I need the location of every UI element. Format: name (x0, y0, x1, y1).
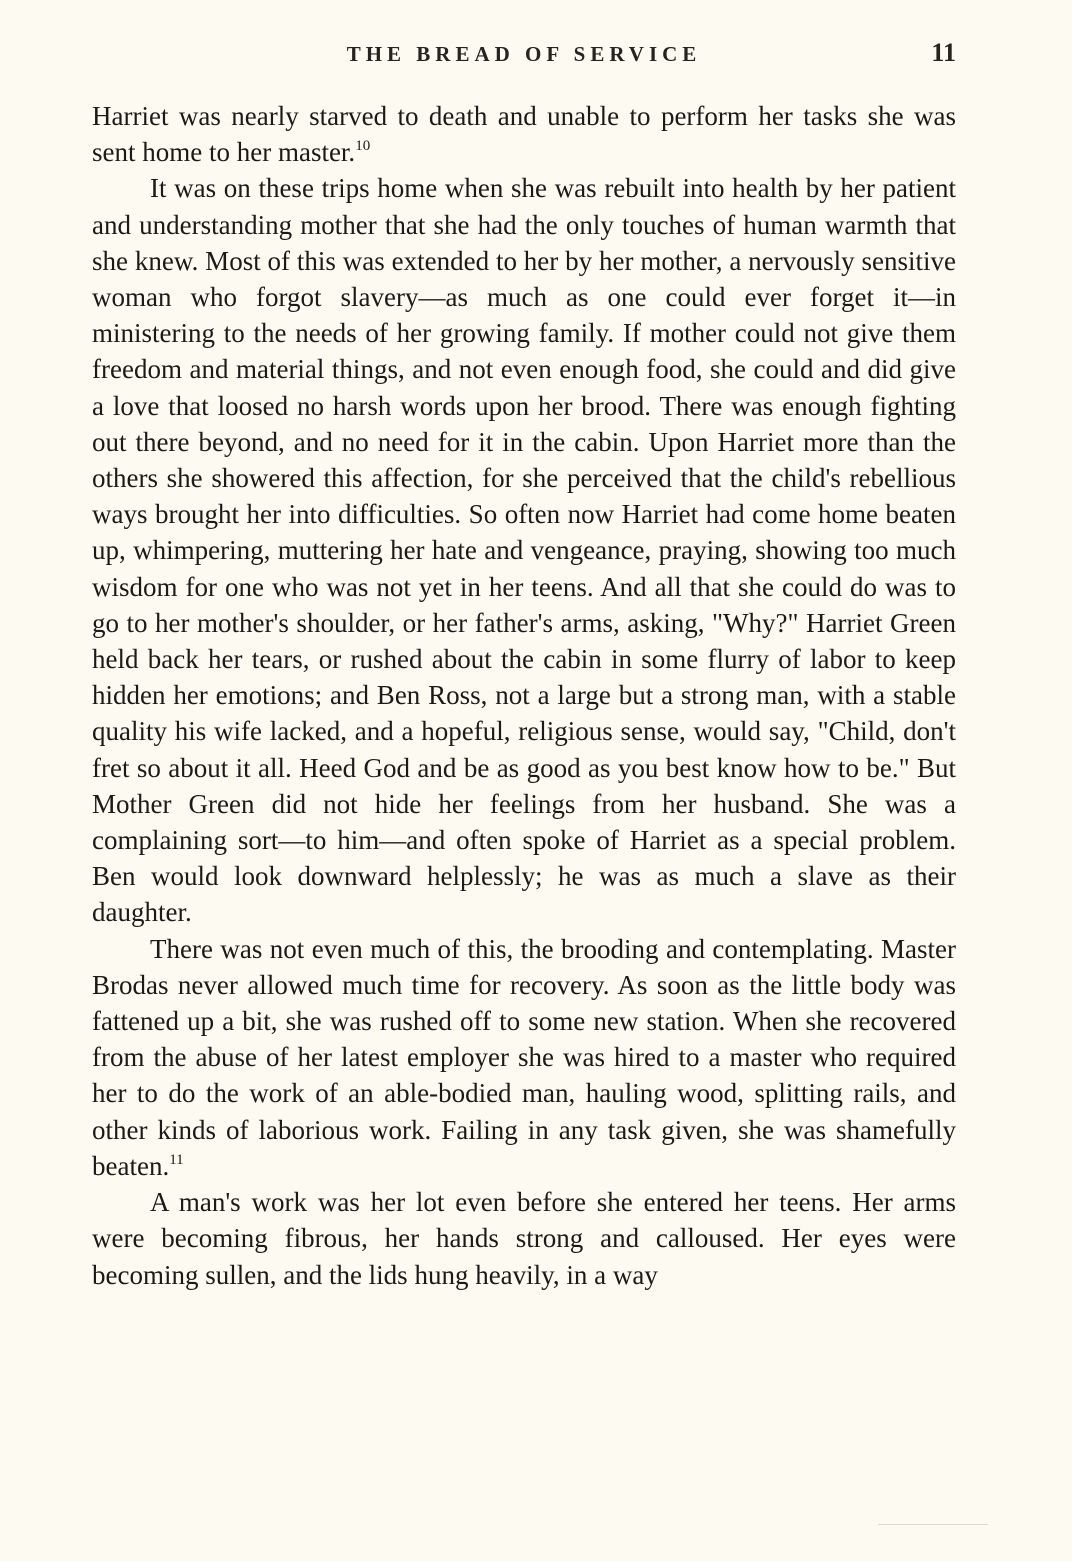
footnote-ref-11: 11 (169, 1151, 184, 1168)
paragraph-2: It was on these trips home when she was rebuilt into health by her patient and understanding mother that she had the only touches of human warmth that she knew. Most of this was extended to her by her mother, a nervously sensitive woman who forgot slavery—as much as one could ever forget it—in ministering to the needs of her growing family. If mother could not give them freedom and material things, and not even enough food, she could and did give a love that loosed no harsh words upon her brood. There was enough fighting out there beyond, and no need for it in the cabin. Upon Harriet more than the others she showered this affection, for she perceived that the child's rebellious ways brought her into difficulties. So often now Harriet had come home beaten up, whimpering, muttering her hate and vengeance, praying, showing too much wisdom for one who was not yet in her teens. And all that she could do was to go to her mother's shoulder, or her father's arms, asking, "Why?" Harriet Green held back her tears, or rushed about the cabin in some flurry of labor to keep hidden her emotions; and Ben Ross, not a large but a strong man, with a stable quality his wife lacked, and a hopeful, religious sense, would say, "Child, don't fret so about it all. Heed God and be as good as you best know how to be." But Mother Green did not hide her feelings from her husband. She was a complaining sort—to him—and often spoke of Harriet as a special problem. Ben would look downward helplessly; he was as much a slave as their daughter. (92, 173, 956, 928)
paragraph-1 (92, 98, 956, 170)
paragraph-3-text: There was not even much of this, the brooding and contemplating. Master Brodas never allowed much time for recovery. As soon as the little body was fattened up a bit, she was rushed off to some new station. When she recovered from the abuse of her latest employer she was hired to a master who required her to do the work of an able-bodied man, hauling wood, splitting rails, and other kinds of laborious work. Failing in any task given, she was shamefully beaten. (92, 933, 956, 1181)
paragraph-3 (92, 931, 956, 1184)
running-title: THE BREAD OF SERVICE (346, 42, 702, 66)
page-header (92, 38, 956, 74)
page-number: 11 (931, 38, 956, 67)
paragraph-1-text: Harriet was nearly starved to death and unable to perform her tasks she was sent home to her master. (92, 101, 956, 168)
body-text (92, 98, 956, 1293)
paragraph-4: A man's work was her lot even before she entered her teens. Her arms were becoming fibrous, her hands strong and calloused. Her eyes were becoming sullen, and the lids hung heavily, in a way (92, 1187, 956, 1290)
scan-edge-mark (878, 1524, 988, 1525)
footnote-ref-10: 10 (355, 138, 371, 155)
